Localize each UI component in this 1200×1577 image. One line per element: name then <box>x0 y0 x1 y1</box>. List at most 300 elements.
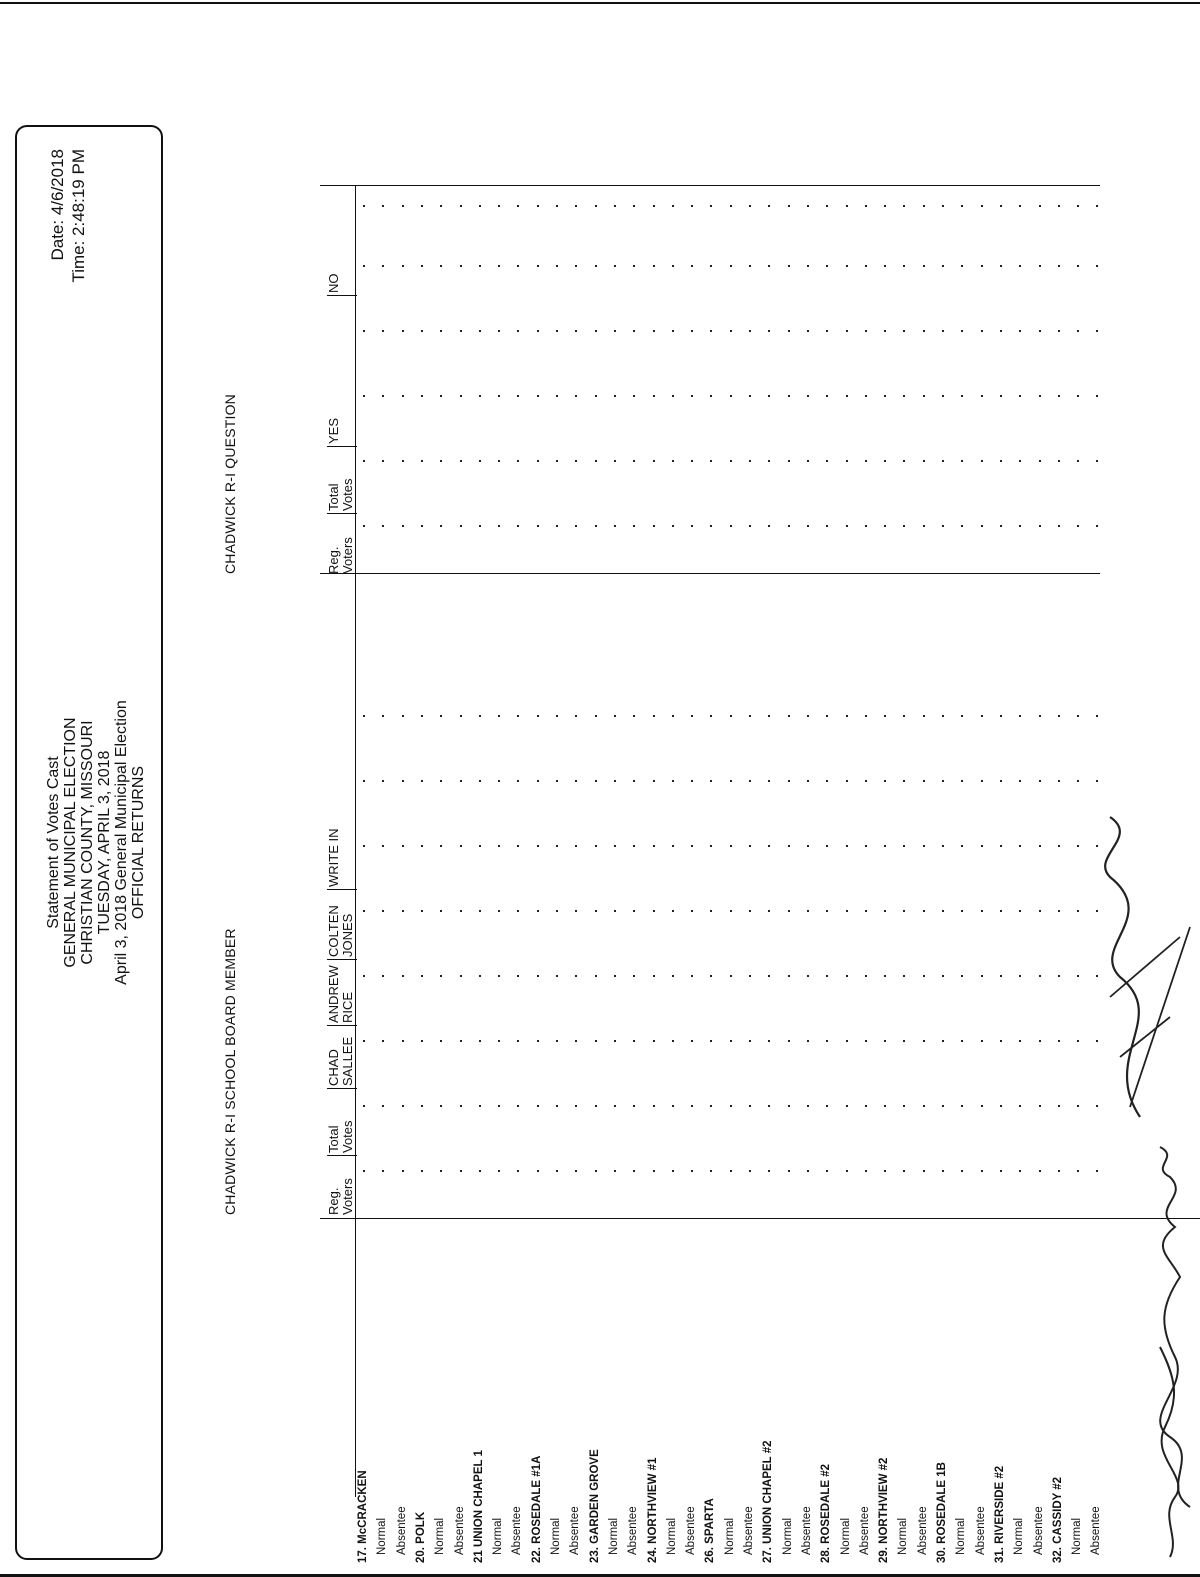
vote-cell-dot <box>402 715 404 717</box>
vote-cell-dot <box>402 845 404 847</box>
vote-type-label: Normal <box>434 1517 447 1555</box>
vote-cell-dot <box>768 1040 770 1042</box>
vote-cell-dot <box>884 1170 886 1172</box>
vote-cell-dot <box>537 205 539 207</box>
vote-cell-dot <box>749 910 751 912</box>
signature-4 <box>1110 927 1190 1107</box>
vote-cell-dot <box>788 525 790 527</box>
vote-cell-dot <box>556 265 558 267</box>
vote-cell-dot <box>865 1170 867 1172</box>
vote-cell-dot <box>961 715 963 717</box>
vote-cell-dot <box>575 1105 577 1107</box>
vote-cell-dot <box>1039 1040 1041 1042</box>
vote-cell-dot <box>479 205 481 207</box>
vote-type-label: Normal <box>897 1517 910 1555</box>
column-header <box>327 829 341 888</box>
vote-cell-dot <box>710 205 712 207</box>
vote-cell-dot <box>556 845 558 847</box>
report-date: Date: 4/6/2018 <box>48 149 67 261</box>
vote-cell-dot <box>1019 205 1021 207</box>
column-header-line2: RICE <box>340 991 355 1023</box>
vote-cell-dot <box>556 525 558 527</box>
vote-cell-dot <box>846 845 848 847</box>
vote-cell-dot <box>730 715 732 717</box>
vote-cell-dot <box>382 845 384 847</box>
vote-cell-dot <box>981 1105 983 1107</box>
vote-cell-dot <box>865 845 867 847</box>
vote-cell-dot <box>575 265 577 267</box>
vote-cell-dot <box>633 975 635 977</box>
vote-cell-dot <box>865 975 867 977</box>
vote-cell-dot <box>460 715 462 717</box>
vote-cell-dot <box>691 205 693 207</box>
vote-cell-dot <box>942 845 944 847</box>
table-left-rule <box>320 1218 1200 1219</box>
vote-cell-dot <box>730 330 732 332</box>
column-header-line1: COLTEN <box>326 905 341 957</box>
vote-cell-dot <box>1039 910 1041 912</box>
precinct-name: 27. UNION CHAPEL #2 <box>762 1440 775 1563</box>
vote-cell-dot <box>363 1040 365 1042</box>
vote-cell-dot <box>961 395 963 397</box>
vote-cell-dot <box>653 1040 655 1042</box>
vote-cell-dot <box>460 975 462 977</box>
precinct-name: 30. ROSEDALE 1B <box>936 1462 948 1563</box>
vote-cell-dot <box>517 525 519 527</box>
column-header-line2: JONES <box>340 913 355 957</box>
vote-cell-dot <box>710 845 712 847</box>
vote-cell-dot <box>710 780 712 782</box>
vote-cell-dot <box>942 910 944 912</box>
vote-cell-dot <box>1077 910 1079 912</box>
vote-type-label: Absentee <box>916 1506 929 1555</box>
vote-type-label: Absentee <box>685 1506 698 1555</box>
vote-cell-dot <box>614 975 616 977</box>
vote-cell-dot <box>672 715 674 717</box>
vote-cell-dot <box>1058 395 1060 397</box>
vote-cell-dot <box>788 205 790 207</box>
vote-cell-dot <box>498 910 500 912</box>
vote-cell-dot <box>730 1040 732 1042</box>
vote-cell-dot <box>460 1040 462 1042</box>
vote-cell-dot <box>768 845 770 847</box>
vote-cell-dot <box>788 460 790 462</box>
vote-cell-dot <box>942 780 944 782</box>
vote-cell-dot <box>788 1040 790 1042</box>
vote-cell-dot <box>865 910 867 912</box>
vote-cell-dot <box>903 975 905 977</box>
header-line: TUESDAY, APRIL 3, 2018 <box>96 750 113 935</box>
vote-cell-dot <box>710 1040 712 1042</box>
vote-type-label: Absentee <box>395 1506 408 1555</box>
vote-cell-dot <box>1077 715 1079 717</box>
vote-cell-dot <box>498 395 500 397</box>
column-header <box>327 905 355 957</box>
vote-cell-dot <box>788 395 790 397</box>
vote-cell-dot <box>826 395 828 397</box>
vote-type-label: Absentee <box>800 1506 813 1555</box>
vote-cell-dot <box>884 910 886 912</box>
vote-cell-dot <box>1000 975 1002 977</box>
vote-cell-dot <box>1019 330 1021 332</box>
vote-cell-dot <box>730 460 732 462</box>
vote-cell-dot <box>865 205 867 207</box>
vote-cell-dot <box>460 780 462 782</box>
vote-cell-dot <box>981 975 983 977</box>
vote-cell-dot <box>923 525 925 527</box>
vote-type-label: Normal <box>492 1517 505 1555</box>
vote-cell-dot <box>633 395 635 397</box>
column-header-line1: Reg. <box>326 546 341 574</box>
vote-cell-dot <box>788 1170 790 1172</box>
vote-cell-dot <box>865 265 867 267</box>
vote-cell-dot <box>1019 715 1021 717</box>
vote-cell-dot <box>1000 1170 1002 1172</box>
vote-cell-dot <box>961 265 963 267</box>
vote-cell-dot <box>382 910 384 912</box>
vote-cell-dot <box>1058 715 1060 717</box>
vote-cell-dot <box>498 1105 500 1107</box>
vote-cell-dot <box>421 330 423 332</box>
vote-type-label: Normal <box>839 1517 852 1555</box>
vote-cell-dot <box>633 265 635 267</box>
vote-cell-dot <box>1039 395 1041 397</box>
vote-cell-dot <box>556 205 558 207</box>
vote-cell-dot <box>382 1105 384 1107</box>
vote-cell-dot <box>846 330 848 332</box>
vote-cell-dot <box>517 330 519 332</box>
vote-cell-dot <box>653 1170 655 1172</box>
column-header-line1: CHAD <box>326 1049 341 1086</box>
vote-cell-dot <box>517 1105 519 1107</box>
vote-cell-dot <box>653 1105 655 1107</box>
vote-cell-dot <box>402 1040 404 1042</box>
vote-cell-dot <box>537 715 539 717</box>
vote-cell-dot <box>1019 780 1021 782</box>
precinct-name: 21 UNION CHAPEL 1 <box>472 1450 485 1563</box>
vote-cell-dot <box>961 1040 963 1042</box>
vote-cell-dot <box>1039 525 1041 527</box>
vote-cell-dot <box>421 395 423 397</box>
vote-cell-dot <box>826 780 828 782</box>
vote-cell-dot <box>961 845 963 847</box>
vote-cell-dot <box>672 845 674 847</box>
column-header-line2: SALLEE <box>340 1036 355 1086</box>
vote-cell-dot <box>923 715 925 717</box>
column-header-line2: Votes <box>340 1120 355 1153</box>
vote-cell-dot <box>614 1170 616 1172</box>
vote-cell-dot <box>981 460 983 462</box>
vote-cell-dot <box>402 525 404 527</box>
vote-cell-dot <box>498 460 500 462</box>
vote-type-label: Absentee <box>511 1506 524 1555</box>
vote-cell-dot <box>768 395 770 397</box>
vote-cell-dot <box>382 780 384 782</box>
vote-cell-dot <box>846 460 848 462</box>
vote-cell-dot <box>826 1105 828 1107</box>
vote-cell-dot <box>691 845 693 847</box>
vote-cell-dot <box>479 715 481 717</box>
vote-cell-dot <box>1000 845 1002 847</box>
vote-cell-dot <box>440 780 442 782</box>
header-box <box>15 125 163 1560</box>
vote-cell-dot <box>614 780 616 782</box>
vote-cell-dot <box>788 715 790 717</box>
vote-cell-dot <box>1039 460 1041 462</box>
vote-cell-dot <box>517 1040 519 1042</box>
vote-cell-dot <box>575 975 577 977</box>
vote-cell-dot <box>382 1170 384 1172</box>
vote-cell-dot <box>517 780 519 782</box>
vote-cell-dot <box>653 910 655 912</box>
vote-cell-dot <box>1077 395 1079 397</box>
vote-cell-dot <box>865 1040 867 1042</box>
vote-cell-dot <box>672 1105 674 1107</box>
vote-cell-dot <box>768 780 770 782</box>
section-title-school-board: CHADWICK R-I SCHOOL BOARD MEMBER <box>222 928 238 1215</box>
column-header-line1: Total <box>326 1125 341 1153</box>
vote-cell-dot <box>903 205 905 207</box>
vote-cell-dot <box>1077 975 1079 977</box>
vote-cell-dot <box>672 1040 674 1042</box>
vote-cell-dot <box>730 265 732 267</box>
vote-cell-dot <box>749 205 751 207</box>
vote-cell-dot <box>498 715 500 717</box>
vote-type-label: Normal <box>781 1517 794 1555</box>
vote-cell-dot <box>595 780 597 782</box>
precinct-name: 17. McCRACKEN <box>357 1470 369 1563</box>
vote-type-label: Normal <box>1071 1517 1084 1555</box>
vote-cell-dot <box>1096 525 1098 527</box>
vote-cell-dot <box>460 395 462 397</box>
vote-cell-dot <box>382 265 384 267</box>
vote-cell-dot <box>382 1040 384 1042</box>
vote-cell-dot <box>1000 205 1002 207</box>
vote-cell-dot <box>903 265 905 267</box>
vote-cell-dot <box>1058 330 1060 332</box>
vote-cell-dot <box>1058 460 1060 462</box>
vote-cell-dot <box>1077 525 1079 527</box>
vote-cell-dot <box>479 395 481 397</box>
vote-cell-dot <box>517 975 519 977</box>
vote-cell-dot <box>440 525 442 527</box>
vote-cell-dot <box>826 975 828 977</box>
vote-cell-dot <box>846 715 848 717</box>
vote-cell-dot <box>498 1040 500 1042</box>
vote-cell-dot <box>981 395 983 397</box>
vote-cell-dot <box>479 1170 481 1172</box>
vote-cell-dot <box>884 845 886 847</box>
vote-cell-dot <box>1000 1105 1002 1107</box>
vote-cell-dot <box>846 395 848 397</box>
vote-cell-dot <box>363 1105 365 1107</box>
vote-cell-dot <box>768 975 770 977</box>
column-header <box>327 1037 355 1086</box>
vote-type-label: Normal <box>723 1517 736 1555</box>
vote-cell-dot <box>923 845 925 847</box>
vote-cell-dot <box>1058 1040 1060 1042</box>
vote-cell-dot <box>846 1170 848 1172</box>
vote-cell-dot <box>440 1105 442 1107</box>
vote-cell-dot <box>517 460 519 462</box>
vote-cell-dot <box>749 845 751 847</box>
precinct-name: 20. POLK <box>414 1511 427 1563</box>
vote-cell-dot <box>826 330 828 332</box>
vote-cell-dot <box>421 780 423 782</box>
vote-cell-dot <box>633 205 635 207</box>
vote-cell-dot <box>961 780 963 782</box>
vote-cell-dot <box>1039 975 1041 977</box>
vote-cell-dot <box>556 975 558 977</box>
vote-cell-dot <box>807 525 809 527</box>
vote-cell-dot <box>614 460 616 462</box>
vote-cell-dot <box>981 845 983 847</box>
vote-cell-dot <box>1019 845 1021 847</box>
vote-cell-dot <box>1039 205 1041 207</box>
vote-cell-dot <box>768 460 770 462</box>
vote-cell-dot <box>903 1105 905 1107</box>
vote-cell-dot <box>749 525 751 527</box>
vote-cell-dot <box>730 780 732 782</box>
vote-type-label: Absentee <box>974 1506 987 1555</box>
vote-cell-dot <box>517 1170 519 1172</box>
vote-cell-dot <box>1019 525 1021 527</box>
vote-cell-dot <box>363 780 365 782</box>
vote-cell-dot <box>575 1170 577 1172</box>
vote-cell-dot <box>923 1105 925 1107</box>
vote-cell-dot <box>595 330 597 332</box>
column-header <box>327 478 355 511</box>
vote-cell-dot <box>691 910 693 912</box>
vote-cell-dot <box>421 1170 423 1172</box>
vote-cell-dot <box>498 780 500 782</box>
vote-cell-dot <box>421 525 423 527</box>
vote-cell-dot <box>691 1105 693 1107</box>
vote-cell-dot <box>460 330 462 332</box>
vote-cell-dot <box>672 780 674 782</box>
vote-cell-dot <box>1096 330 1098 332</box>
vote-cell-dot <box>961 205 963 207</box>
vote-cell-dot <box>595 525 597 527</box>
vote-cell-dot <box>710 1105 712 1107</box>
vote-cell-dot <box>479 460 481 462</box>
vote-cell-dot <box>923 910 925 912</box>
vote-cell-dot <box>884 205 886 207</box>
vote-cell-dot <box>788 330 790 332</box>
vote-cell-dot <box>633 1040 635 1042</box>
column-header-line1: Reg. <box>326 1187 341 1215</box>
vote-cell-dot <box>556 910 558 912</box>
vote-cell-dot <box>633 330 635 332</box>
vote-cell-dot <box>1039 330 1041 332</box>
precinct-name: 31. RIVERSIDE #2 <box>993 1465 1006 1563</box>
vote-cell-dot <box>421 1105 423 1107</box>
vote-cell-dot <box>537 525 539 527</box>
vote-cell-dot <box>749 395 751 397</box>
vote-cell-dot <box>691 265 693 267</box>
vote-cell-dot <box>903 910 905 912</box>
vote-cell-dot <box>460 1170 462 1172</box>
vote-cell-dot <box>1058 910 1060 912</box>
vote-cell-dot <box>923 205 925 207</box>
header-line: CHRISTIAN COUNTY, MISSOURI <box>79 720 96 965</box>
vote-cell-dot <box>556 330 558 332</box>
vote-cell-dot <box>807 975 809 977</box>
vote-cell-dot <box>440 460 442 462</box>
vote-cell-dot <box>826 1170 828 1172</box>
precinct-name: 23. GARDEN GROVE <box>588 1449 601 1563</box>
vote-cell-dot <box>1000 525 1002 527</box>
vote-cell-dot <box>440 395 442 397</box>
vote-cell-dot <box>440 1040 442 1042</box>
vote-cell-dot <box>846 975 848 977</box>
vote-cell-dot <box>653 395 655 397</box>
vote-cell-dot <box>923 780 925 782</box>
vote-cell-dot <box>382 205 384 207</box>
vote-cell-dot <box>710 910 712 912</box>
vote-cell-dot <box>1000 780 1002 782</box>
vote-cell-dot <box>942 205 944 207</box>
vote-cell-dot <box>653 975 655 977</box>
vote-cell-dot <box>402 1105 404 1107</box>
vote-cell-dot <box>633 1170 635 1172</box>
vote-cell-dot <box>421 205 423 207</box>
vote-cell-dot <box>807 460 809 462</box>
vote-cell-dot <box>460 525 462 527</box>
vote-cell-dot <box>440 715 442 717</box>
vote-cell-dot <box>1077 780 1079 782</box>
vote-cell-dot <box>537 910 539 912</box>
vote-cell-dot <box>402 975 404 977</box>
vote-cell-dot <box>846 205 848 207</box>
vote-cell-dot <box>807 845 809 847</box>
vote-cell-dot <box>865 1105 867 1107</box>
vote-cell-dot <box>460 205 462 207</box>
vote-cell-dot <box>498 1170 500 1172</box>
vote-cell-dot <box>556 395 558 397</box>
vote-cell-dot <box>788 975 790 977</box>
vote-cell-dot <box>1039 845 1041 847</box>
vote-cell-dot <box>691 330 693 332</box>
vote-cell-dot <box>672 975 674 977</box>
vote-cell-dot <box>382 525 384 527</box>
vote-type-label: Absentee <box>743 1506 755 1555</box>
vote-type-label: Absentee <box>569 1506 582 1555</box>
vote-cell-dot <box>942 1170 944 1172</box>
column-header <box>327 274 341 294</box>
vote-cell-dot <box>653 845 655 847</box>
vote-cell-dot <box>923 1170 925 1172</box>
vote-cell-dot <box>517 395 519 397</box>
vote-cell-dot <box>807 1105 809 1107</box>
column-separator <box>327 1155 357 1156</box>
vote-cell-dot <box>942 395 944 397</box>
vote-cell-dot <box>363 330 365 332</box>
vote-cell-dot <box>981 1170 983 1172</box>
vote-cell-dot <box>363 845 365 847</box>
header-line: GENERAL MUNICIPAL ELECTION <box>62 717 79 968</box>
vote-cell-dot <box>614 525 616 527</box>
column-header <box>327 1120 355 1153</box>
vote-cell-dot <box>942 265 944 267</box>
vote-cell-dot <box>884 1105 886 1107</box>
vote-cell-dot <box>865 330 867 332</box>
vote-cell-dot <box>479 975 481 977</box>
vote-cell-dot <box>614 265 616 267</box>
vote-cell-dot <box>440 845 442 847</box>
vote-cell-dot <box>517 910 519 912</box>
vote-cell-dot <box>923 330 925 332</box>
